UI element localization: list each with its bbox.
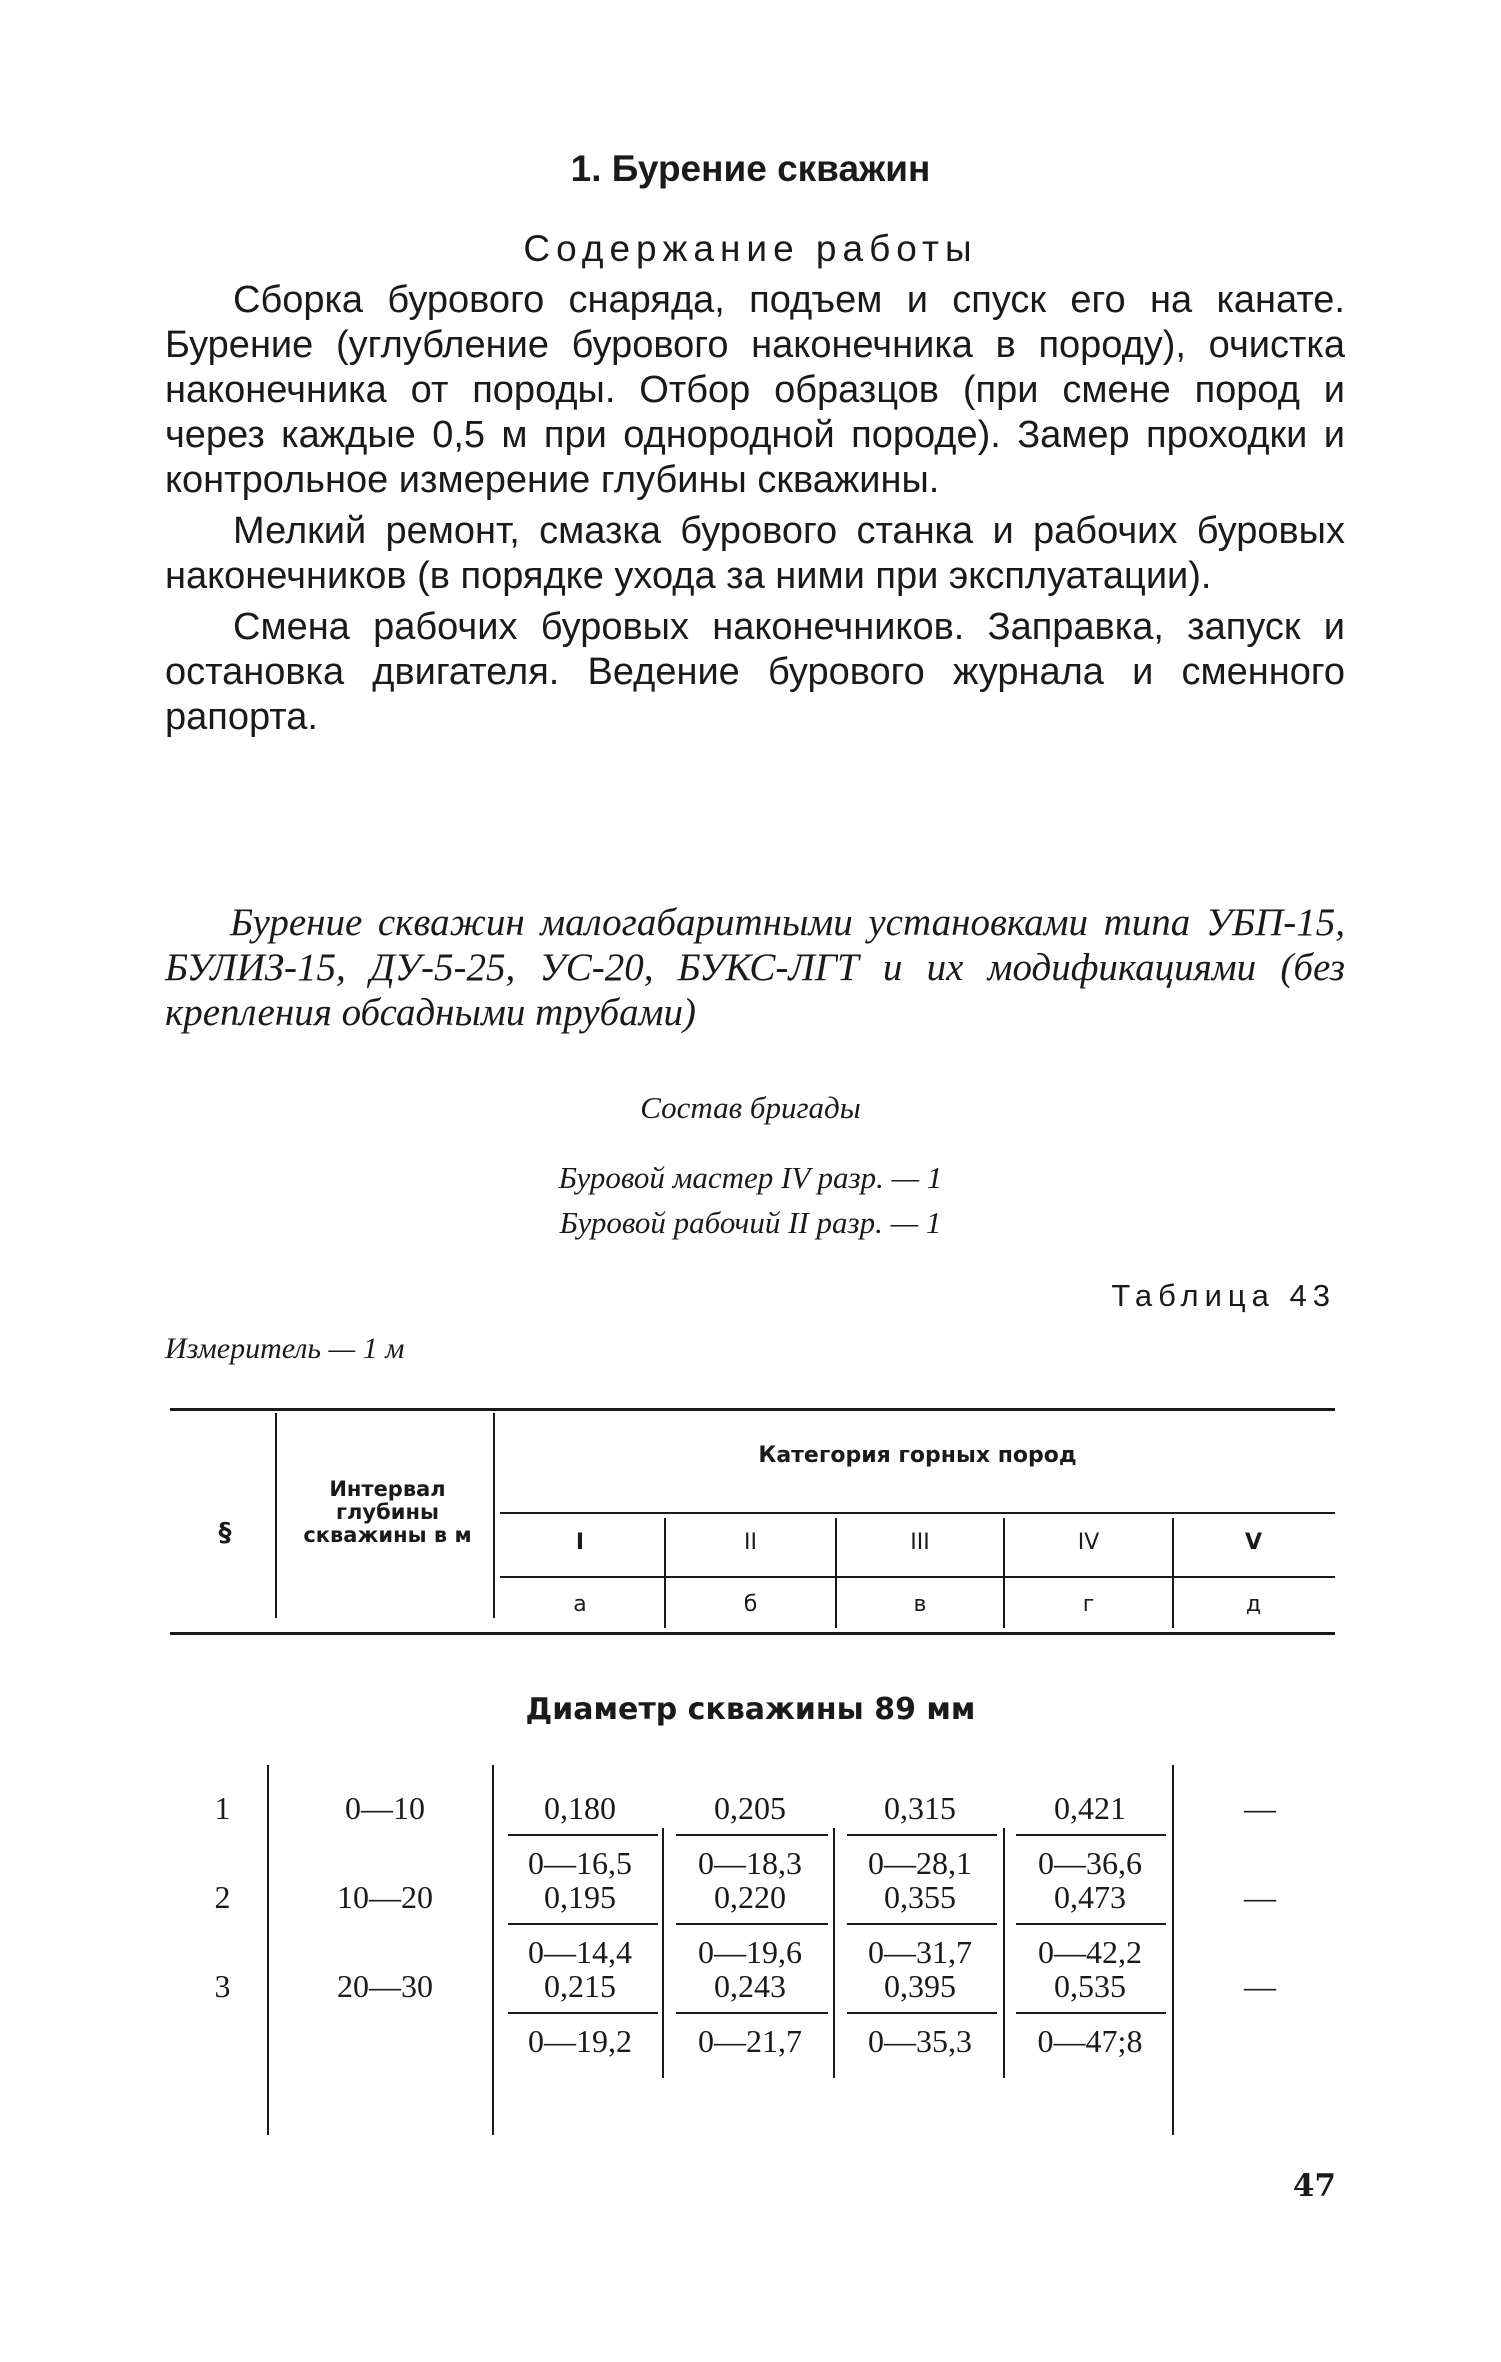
row-3-val-v: 0,395 xyxy=(884,1968,956,2004)
header-vline-5 xyxy=(1003,1518,1005,1628)
row-2-interval: 10—20 xyxy=(337,1879,433,1915)
body-vline-2 xyxy=(492,1765,494,2135)
row-2-val-v: 0,355 xyxy=(884,1879,956,1915)
work-title xyxy=(165,900,1345,1035)
content-paragraphs xyxy=(165,278,1345,740)
header-category: Категория горных пород xyxy=(758,1443,1077,1468)
frac-2-4 xyxy=(1016,1923,1166,1925)
row-1-interval: 0—10 xyxy=(345,1790,425,1826)
paragraph-3: Смена рабочих буровых наконечников. Заправка, запуск и остановка двигателя. Ведение бурового журнала и сменного рапорта. xyxy=(165,606,1345,738)
row-1-range-g: 0—36,6 xyxy=(1038,1845,1142,1881)
measure-unit: Измеритель — 1 м xyxy=(165,1332,405,1365)
frac-1-2 xyxy=(676,1834,828,1836)
frac-1-3 xyxy=(847,1834,997,1836)
diameter-heading: Диаметр скважины 89 мм xyxy=(525,1692,976,1727)
paragraph-1: Сборка бурового снаряда, подъем и спуск его на канате. Бурение (углубление бурового наконечника в породу), очистка наконечника от породы. Отбор образцов (при смене пород и через каждые 0,5 м при однородной породе). Замер проходки и контрольное измерение глубины скважины. xyxy=(165,279,1345,501)
row-2-range-a: 0—14,4 xyxy=(528,1934,632,1970)
header-interval: Интервал глубины скважины в м xyxy=(303,1477,472,1547)
content-heading: Содержание работы xyxy=(523,228,978,269)
section-title: 1. Бурение скважин xyxy=(570,148,931,189)
work-title-text: Бурение скважин малогабаритными установками типа УБП-15, БУЛИЗ-15, ДУ-5-25, УС-20, БУКС-ЛГТ и их модификациями (без крепления обсадными трубами) xyxy=(165,901,1345,1034)
row-1-range-v: 0—28,1 xyxy=(868,1845,972,1881)
frac-2-3 xyxy=(847,1923,997,1925)
body-vline-3 xyxy=(662,1828,664,2078)
row-1-val-b: 0,205 xyxy=(714,1790,786,1826)
paragraph-2: Мелкий ремонт, смазка бурового станка и рабочих буровых наконечников (в порядке ухода за ними при эксплуатации). xyxy=(165,510,1345,597)
frac-2-1 xyxy=(508,1923,658,1925)
row-1-range-a: 0—16,5 xyxy=(528,1845,632,1881)
row-3-val-d: — xyxy=(1244,1968,1276,2004)
header-vline-1 xyxy=(275,1413,277,1618)
row-1-number: 1 xyxy=(214,1790,231,1826)
header-letter-b: б xyxy=(743,1592,758,1617)
header-cat-1: I xyxy=(575,1530,585,1555)
frac-1-4 xyxy=(1016,1834,1166,1836)
table-top-rule xyxy=(170,1408,1335,1411)
body-vline-6 xyxy=(1172,1765,1174,2135)
row-1-val-d: — xyxy=(1244,1790,1276,1826)
row-2-range-v: 0—31,7 xyxy=(868,1934,972,1970)
header-letter-g: г xyxy=(1082,1592,1095,1617)
body-vline-4 xyxy=(833,1828,835,2078)
row-3-val-a: 0,215 xyxy=(544,1968,616,2004)
header-vline-4 xyxy=(835,1518,837,1628)
frac-3-3 xyxy=(847,2012,997,2014)
header-cat-4: IV xyxy=(1077,1530,1100,1555)
frac-2-2 xyxy=(676,1923,828,1925)
row-1-val-v: 0,315 xyxy=(884,1790,956,1826)
row-2-number: 2 xyxy=(214,1879,231,1915)
row-2-range-g: 0—42,2 xyxy=(1038,1934,1142,1970)
header-section-sign: § xyxy=(218,1518,232,1548)
row-3-range-a: 0—19,2 xyxy=(528,2023,632,2059)
row-3-interval: 20—30 xyxy=(337,1968,433,2004)
header-letter-v: в xyxy=(913,1592,927,1617)
row-3-range-g: 0—47;8 xyxy=(1037,2023,1143,2059)
frac-3-2 xyxy=(676,2012,828,2014)
row-2-range-b: 0—19,6 xyxy=(698,1934,802,1970)
row-2-val-a: 0,195 xyxy=(544,1879,616,1915)
frac-3-4 xyxy=(1016,2012,1166,2014)
body-vline-1 xyxy=(267,1765,269,2135)
header-vline-6 xyxy=(1172,1518,1174,1628)
crew-heading: Состав бригады xyxy=(640,1090,861,1125)
header-vline-3 xyxy=(664,1518,666,1628)
page-number: 47 xyxy=(1292,2168,1336,2204)
header-letters-rule xyxy=(500,1576,1335,1578)
header-letter-d: д xyxy=(1245,1592,1262,1617)
frac-3-1 xyxy=(508,2012,658,2014)
row-3-range-b: 0—21,7 xyxy=(698,2023,802,2059)
row-1-val-a: 0,180 xyxy=(544,1790,616,1826)
row-1-val-g: 0,421 xyxy=(1054,1790,1126,1826)
row-2-val-d: — xyxy=(1244,1879,1276,1915)
header-vline-2 xyxy=(493,1413,495,1618)
header-cat-5: V xyxy=(1244,1530,1263,1555)
table-label: Таблица 43 xyxy=(1111,1278,1336,1313)
table-header-bottom-rule xyxy=(170,1632,1335,1635)
frac-1-1 xyxy=(508,1834,658,1836)
header-cat-3: III xyxy=(910,1530,930,1555)
row-2-val-g: 0,473 xyxy=(1054,1879,1126,1915)
row-3-val-b: 0,243 xyxy=(714,1968,786,2004)
row-1-range-b: 0—18,3 xyxy=(698,1845,802,1881)
crew-member-2: Буровой рабочий II разр. — 1 xyxy=(559,1205,942,1240)
row-2-val-b: 0,220 xyxy=(714,1879,786,1915)
header-cat-2: II xyxy=(744,1530,757,1555)
row-3-number: 3 xyxy=(214,1968,231,2004)
body-vline-5 xyxy=(1003,1828,1005,2078)
crew-member-1: Буровой мастер IV разр. — 1 xyxy=(558,1160,943,1195)
row-3-range-v: 0—35,3 xyxy=(868,2023,972,2059)
header-category-rule xyxy=(500,1512,1335,1514)
row-3-val-g: 0,535 xyxy=(1054,1968,1126,2004)
header-letter-a: а xyxy=(573,1592,587,1617)
